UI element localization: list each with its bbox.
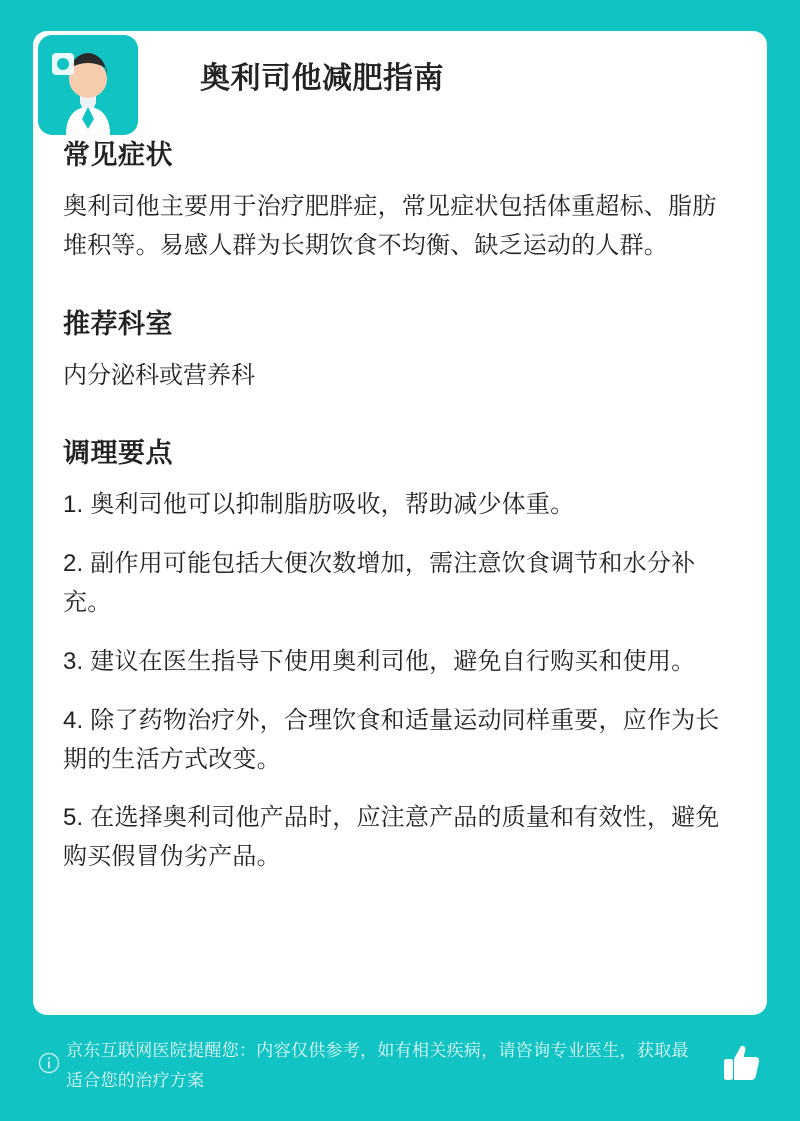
section-body-symptoms: 奥利司他主要用于治疗肥胖症，常见症状包括体重超标、脂肪堆积等。易感人群为长期饮食不均衡、缺乏运动的人群。 bbox=[63, 193, 717, 259]
section-heading-tips: 调理要点 bbox=[63, 438, 173, 469]
list-item: 2. 副作用可能包括大便次数增加，需注意饮食调节和水分补充。 bbox=[63, 550, 696, 616]
card-body bbox=[33, 31, 767, 907]
footer bbox=[33, 1030, 767, 1100]
section-heading-symptoms: 常见症状 bbox=[63, 140, 173, 170]
section-body-department: 内分泌科或营养科 bbox=[63, 361, 255, 389]
list-item: 1. 奥利司他可以抑制脂肪吸收，帮助减少体重。 bbox=[63, 491, 575, 519]
content-card bbox=[33, 31, 767, 1015]
info-icon bbox=[38, 1052, 60, 1074]
page-title: 奥利司他减肥指南 bbox=[200, 62, 444, 95]
tips-list bbox=[63, 486, 737, 877]
list-item: 5. 在选择奥利司他产品时，应注意产品的质量和有效性，避免购买假冒伪劣产品。 bbox=[63, 804, 720, 871]
list-item: 3. 建议在医生指导下使用奥利司他，避免自行购买和使用。 bbox=[63, 647, 696, 675]
section-heading-department: 推荐科室 bbox=[63, 308, 173, 339]
avatar bbox=[36, 33, 140, 137]
footer-disclaimer: 京东互联网医院提醒您：内容仅供参考，如有相关疾病，请咨询专业医生，获取最适合您的治疗方案 bbox=[66, 1041, 689, 1090]
list-item: 4. 除了药物治疗外，合理饮食和适量运动同样重要，应作为长期的生活方式改变。 bbox=[63, 706, 720, 773]
thumbs-up-icon[interactable] bbox=[722, 1042, 762, 1084]
